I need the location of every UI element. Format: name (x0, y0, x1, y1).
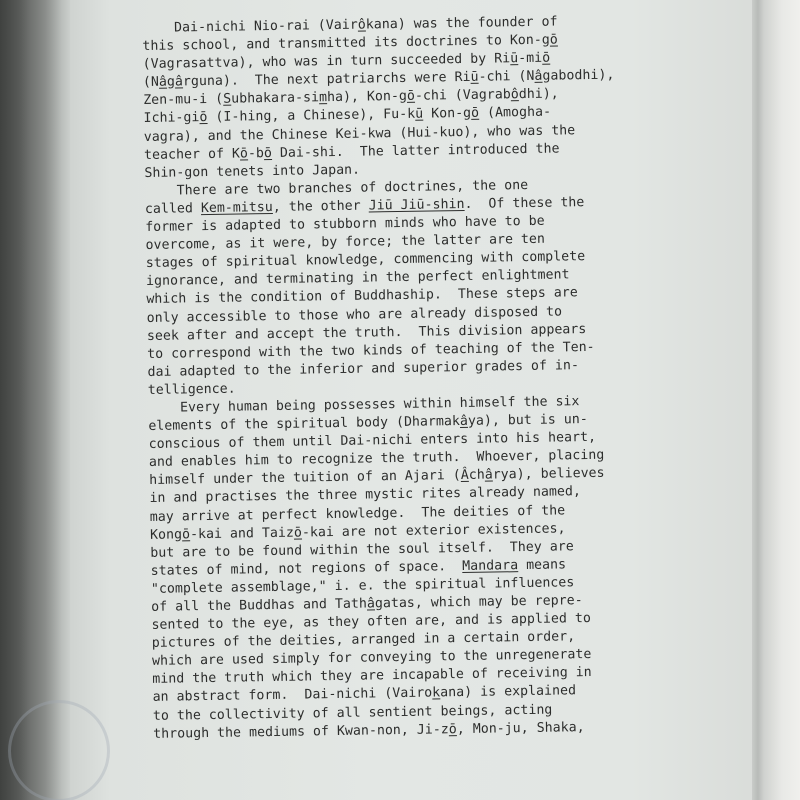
text-segment: and enables him to recognize the truth. Whoever, placing (148, 448, 605, 471)
text-segment: -mi (518, 50, 543, 67)
underlined-text-segment: k (432, 685, 441, 701)
text-segment: (I-hing, a Chinese), Fu-k (207, 107, 416, 126)
text-segment: this school, and transmitted its doctrines to Kon-g (142, 32, 550, 55)
text-segment: only accessible to those who are already disposed to (146, 303, 563, 326)
underlined-text-segment: ō (181, 526, 191, 543)
underlined-text-segment: â (459, 413, 469, 430)
text-segment: rguna). The next patriarchs were Ri (182, 70, 471, 90)
text-segment: "complete assemblage," i. e. the spiritual influences (150, 575, 575, 597)
underlined-text-segment: Â (460, 468, 469, 484)
text-segment: through the mediums of Kwan-non, Ji-z (153, 721, 449, 742)
underlined-text-segment: S (223, 91, 232, 108)
typewritten-text-block (142, 11, 753, 744)
text-segment: ya), but is un- (467, 412, 588, 429)
underlined-text-segment: ō (406, 89, 416, 105)
text-segment: sented to the eye, as they often are, and is applied to (151, 611, 592, 634)
text-segment: vagra), and the Chinese Kei-kwa (Hui-kuo), who was the (143, 122, 576, 145)
page-edge (752, 0, 800, 800)
text-segment: which are used simply for conveying to the unregenerate (151, 647, 592, 670)
text-segment: -chi (Vagrab (414, 87, 511, 105)
text-segment: teacher of K (144, 146, 241, 163)
text-segment: dai adapted to the inferior and superior grades of in- (147, 357, 580, 380)
text-segment: Kong (149, 527, 183, 543)
text-segment: but are to be found within the soul itself. They are (150, 539, 574, 561)
text-segment: to the collectivity of all sentient beings, acting (152, 702, 553, 724)
text-segment: g (166, 74, 176, 90)
text-segment: dhi), (518, 86, 559, 103)
text-segment: -kai and Taiz (189, 525, 295, 542)
underlined-text-segment: ō (199, 110, 208, 126)
underlined-text-segment: Mandara (462, 557, 519, 574)
text-segment: called (144, 201, 202, 217)
text-segment: stages of spiritual knowledge, commencing with complete (145, 249, 586, 272)
text-segment: -kai are not exterior existences, (301, 521, 566, 541)
text-segment: kana) was the founder of (365, 14, 558, 33)
underlined-text-segment: ô (510, 87, 519, 103)
text-segment: -b (247, 145, 265, 162)
text-segment: Dai-nichi Nio-rai (Vair (142, 17, 358, 36)
underlined-text-segment: ū (510, 51, 519, 67)
text-segment: an abstract form. Dai-nichi (Vairo (152, 685, 433, 706)
text-segment: elements of the spiritual body (Dharmak (148, 414, 461, 435)
underlined-text-segment: ō (549, 32, 558, 48)
underlined-text-segment: â (484, 467, 493, 484)
text-segment: telligence. (147, 381, 236, 398)
underlined-text-segment: ō (293, 525, 303, 541)
text-segment: rya), believes (492, 466, 605, 483)
text-segment: . Of these the (464, 195, 585, 212)
text-segment: ha), Kon-g (326, 89, 408, 106)
text-segment: Shin-gon tenets into Japan. (144, 162, 361, 181)
text-segment: , Mon-ju, Shaka, (456, 719, 585, 737)
underlined-text-segment: â (366, 596, 376, 612)
underlined-text-segment: ū (415, 107, 424, 123)
text-segment: ignorance, and terminating in the perfect enlightment (145, 267, 570, 290)
text-segment: (N (142, 75, 160, 91)
text-segment: ubhakara-si (231, 90, 320, 107)
text-segment: seek after and accept the truth. This division appears (146, 321, 587, 344)
underlined-text-segment: ō (471, 106, 480, 122)
text-segment: may arrive at perfect knowledge. The deities of the (149, 502, 566, 525)
text-segment: of all the Buddhas and Tath (151, 596, 368, 615)
text-segment: means (518, 557, 567, 573)
text-segment: ch (468, 468, 485, 484)
text-segment: Dai-shi. The latter introduced the (271, 141, 560, 161)
text-segment: -chi (N (478, 69, 535, 86)
underlined-text-segment: m (318, 90, 328, 106)
book-spine-shadow (0, 0, 78, 800)
underlined-text-segment: Kem-mitsu (200, 199, 273, 217)
underlined-text-segment: ō (448, 721, 457, 737)
text-segment: which is the condition of Buddhaship. These steps are (146, 285, 578, 308)
underlined-text-segment: â (534, 68, 543, 85)
text-segment: in and practises the three mystic rites already named, (149, 484, 582, 507)
text-segment: Ichi-gi (143, 110, 200, 127)
text-segment: ana) is explained (440, 683, 577, 701)
text-segment: states of mind, not regions of space. (150, 558, 463, 579)
text-segment: overcome, as it were, by force; the latter are ten (145, 231, 546, 254)
text-segment: , the other (272, 198, 369, 215)
text-segment: Every human being possesses within himself the six (147, 394, 580, 416)
underlined-text-segment: ū (470, 70, 479, 86)
underlined-text-segment: ō (542, 50, 551, 66)
underlined-text-segment: â (174, 74, 184, 90)
text-segment: gatas, which may be repre- (374, 593, 583, 612)
text-segment: (Amogha- (479, 105, 552, 122)
text-segment: former is adapted to stubborn minds who have to be (145, 213, 545, 236)
text-segment: gabodhi), (542, 67, 615, 84)
text-segment: (Vagrasattva), who was in turn succeeded by Ri (142, 51, 511, 73)
text-segment: Zen-mu-i ( (143, 92, 224, 109)
text-segment: There are two branches of doctrines, the one (144, 177, 529, 199)
text-segment: Kon-g (423, 106, 472, 123)
underlined-text-segment: ō (263, 145, 273, 161)
text-segment: pictures of the deities, arranged in a certain order, (151, 629, 576, 652)
underlined-text-segment: ō (239, 146, 249, 162)
underlined-text-segment: â (158, 74, 168, 91)
underlined-text-segment: ô (357, 17, 366, 33)
text-segment: mind the truth which they are incapable of receiving in (152, 665, 592, 688)
faded-library-stamp (8, 700, 110, 800)
text-segment: himself under the tuition of an Ajari ( (149, 468, 461, 489)
underlined-text-segment: Jiū Jiū-shin (368, 196, 465, 214)
text-segment: to correspond with the two kinds of teaching of the Ten- (147, 339, 595, 362)
text-segment: conscious of them until Dai-nichi enters into his heart, (148, 430, 597, 453)
